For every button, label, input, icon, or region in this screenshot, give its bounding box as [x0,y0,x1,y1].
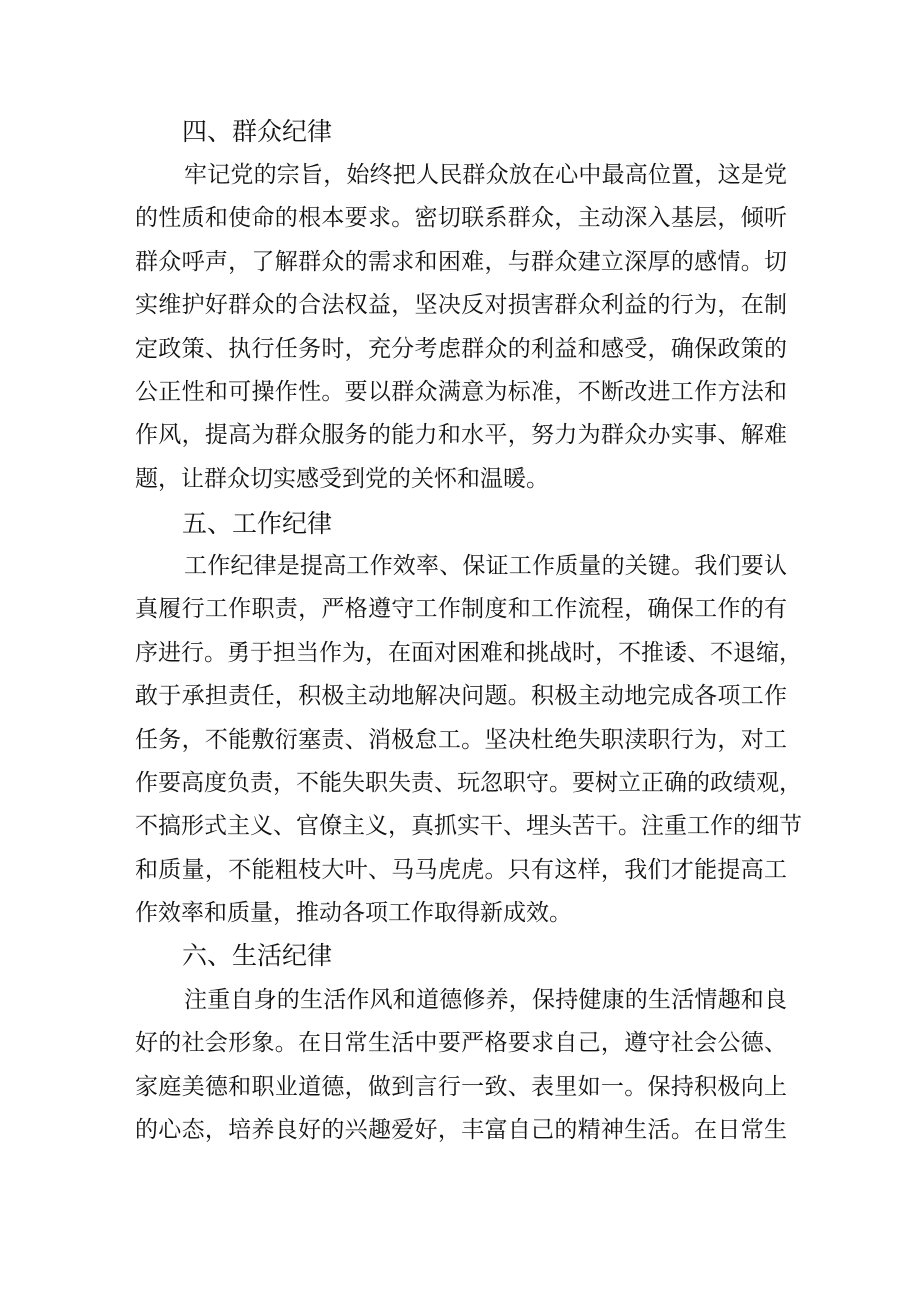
section-heading-mass-discipline: 四、群众纪律 [182,117,333,146]
text-line: 的心态，培养良好的兴趣爱好，丰富自己的精神生活。在日常生 [135,1117,787,1144]
text-line: 作效率和质量，推动各项工作取得新成效。 [135,900,572,927]
text-line: 实维护好群众的合法权益，坚决反对损害群众利益的行为，在制 [135,292,787,319]
text-line: 定政策、执行任务时，充分考虑群众的利益和感受，确保政策的 [135,335,787,362]
text-line: 作要高度负责，不能失职失责、玩忽职守。要树立正确的政绩观， [135,769,802,796]
section-body-mass-discipline [135,154,787,501]
text-line: 序进行。勇于担当作为，在面对困难和挑战时，不推诿、不退缩， [135,639,802,666]
text-line: 公正性和可操作性。要以群众满意为标准，不断改进工作方法和 [135,378,787,405]
section-heading-work-discipline: 五、工作纪律 [182,509,333,538]
text-line: 工作纪律是提高工作效率、保证工作质量的关键。我们要认 [184,553,787,579]
text-line: 任务，不能敷衍塞责、消极怠工。坚决杜绝失职渎职行为，对工 [135,726,787,753]
text-line: 作风，提高为群众服务的能力和水平，努力为群众办实事、解难 [135,422,787,449]
text-line: 的性质和使命的根本要求。密切联系群众，主动深入基层，倾听 [135,205,787,232]
text-line: 家庭美德和职业道德，做到言行一致、表里如一。保持积极向上 [135,1073,787,1100]
text-line: 群众呼声，了解群众的需求和困难，与群众建立深厚的感情。切 [135,248,787,275]
section-body-life-discipline [135,979,787,1153]
text-line: 牢记党的宗旨，始终把人民群众放在心中最高位置，这是党 [184,162,787,188]
text-line: 题，让群众切实感受到党的关怀和温暖。 [135,465,549,492]
text-line: 敢于承担责任，积极主动地解决问题。积极主动地完成各项工作 [135,683,787,710]
section-body-work-discipline [135,545,802,936]
section-heading-life-discipline: 六、生活纪律 [182,941,333,970]
text-line: 真履行工作职责，严格遵守工作制度和工作流程，确保工作的有 [135,596,787,623]
text-line: 注重自身的生活作风和道德修养，保持健康的生活情趣和良 [184,987,787,1013]
text-line: 好的社会形象。在日常生活中要严格要求自己，遵守社会公德、 [135,1030,787,1057]
text-line: 和质量，不能粗枝大叶、马马虎虎。只有这样，我们才能提高工 [135,856,787,883]
text-line: 不搞形式主义、官僚主义，真抓实干、埋头苦干。注重工作的细节 [135,813,802,840]
